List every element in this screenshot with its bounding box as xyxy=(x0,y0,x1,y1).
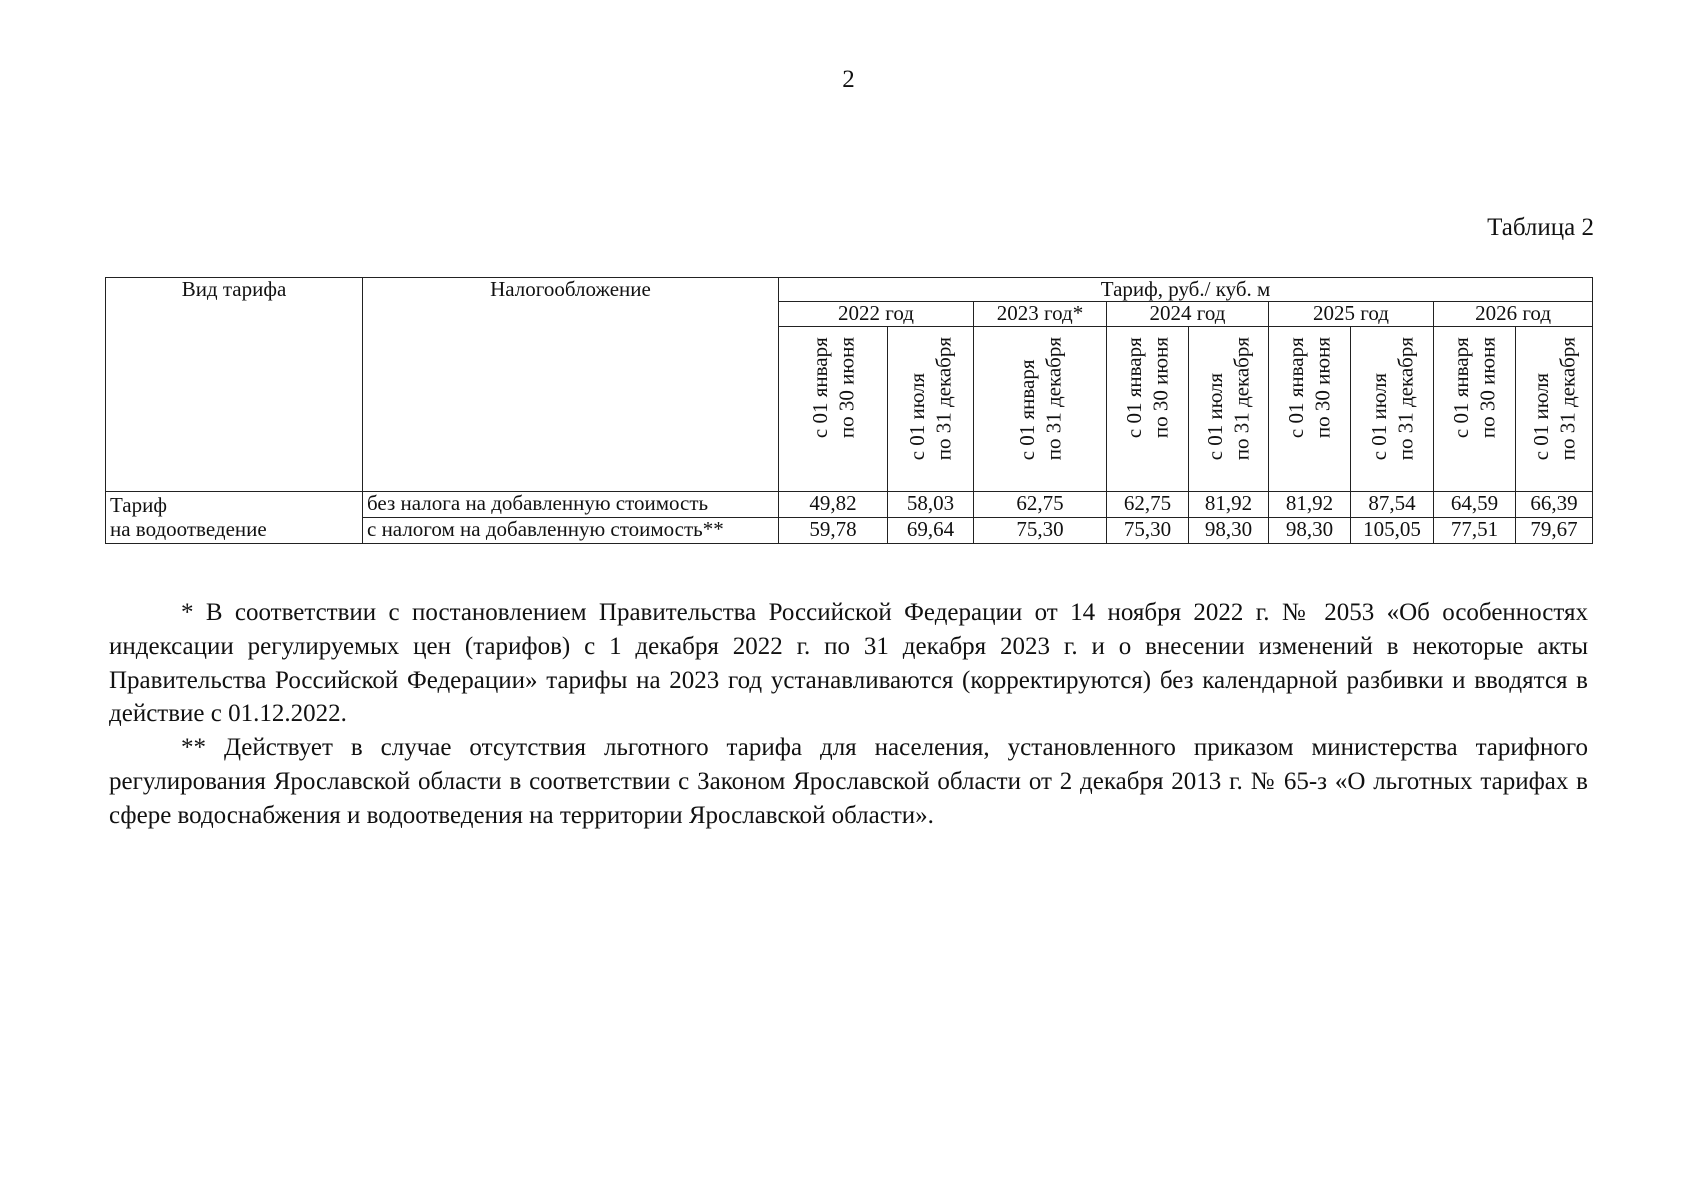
value-cell: 79,67 xyxy=(1516,518,1593,544)
header-tariff-group: Тариф, руб./ куб. м xyxy=(779,278,1593,302)
tariff-table xyxy=(105,277,1593,544)
value-cell: 62,75 xyxy=(974,492,1107,518)
period-header: с 01 июля по 31 декабря xyxy=(1516,327,1593,492)
header-taxation: Налогообложение xyxy=(363,278,779,492)
value-cell: 62,75 xyxy=(1107,492,1189,518)
header-tariff-kind: Вид тарифа xyxy=(106,278,363,492)
year-header: 2023 год* xyxy=(974,302,1107,327)
footnotes xyxy=(109,596,1588,832)
value-cell: 66,39 xyxy=(1516,492,1593,518)
period-header: с 01 января по 30 июня xyxy=(1269,327,1351,492)
value-cell: 87,54 xyxy=(1351,492,1434,518)
year-header: 2024 год xyxy=(1107,302,1269,327)
period-header: с 01 января по 30 июня xyxy=(779,327,888,492)
table-label: Таблица 2 xyxy=(1487,214,1594,241)
value-cell: 69,64 xyxy=(888,518,974,544)
tax-cell: с налогом на добавленную стоимость** xyxy=(363,518,779,544)
value-cell: 105,05 xyxy=(1351,518,1434,544)
value-cell: 75,30 xyxy=(974,518,1107,544)
period-header: с 01 января по 30 июня xyxy=(1434,327,1516,492)
period-header: с 01 июля по 31 декабря xyxy=(888,327,974,492)
value-cell: 49,82 xyxy=(779,492,888,518)
value-cell: 75,30 xyxy=(1107,518,1189,544)
value-cell: 81,92 xyxy=(1189,492,1269,518)
period-header: с 01 июля по 31 декабря xyxy=(1351,327,1434,492)
value-cell: 64,59 xyxy=(1434,492,1516,518)
value-cell: 59,78 xyxy=(779,518,888,544)
period-header: с 01 января по 30 июня xyxy=(1107,327,1189,492)
page-number: 2 xyxy=(842,66,855,93)
value-cell: 98,30 xyxy=(1269,518,1351,544)
table-row xyxy=(106,492,1593,518)
value-cell: 58,03 xyxy=(888,492,974,518)
value-cell: 77,51 xyxy=(1434,518,1516,544)
tax-cell: без налога на добавленную стоимость xyxy=(363,492,779,518)
period-header: с 01 января по 31 декабря xyxy=(974,327,1107,492)
value-cell: 98,30 xyxy=(1189,518,1269,544)
value-cell: 81,92 xyxy=(1269,492,1351,518)
year-header: 2022 год xyxy=(779,302,974,327)
period-header: с 01 июля по 31 декабря xyxy=(1189,327,1269,492)
year-header: 2026 год xyxy=(1434,302,1593,327)
tariff-kind-cell: Тариф на водоотведение xyxy=(106,492,363,544)
footnote: ** Действует в случае отсутствия льготного тарифа для населения, установленного приказом министерства тарифного регулирования Ярославской области в соответствии с Законом Ярославской области от 2 декабря 2013 г. № 65-з «О льготных тарифах в сфере водоснабжения и водоотведения на территории Ярославской области». xyxy=(109,734,1588,829)
year-header: 2025 год xyxy=(1269,302,1434,327)
footnote: * В соответствии с постановлением Правительства Российской Федерации от 14 ноября 2022 г. № 2053 «Об особенностях индексации регулируемых цен (тарифов) с 1 декабря 2022 г. по 31 декабря 2023 г. и о внесении изменений в некоторые акты Правительства Российской Федерации» тарифы на 2023 год устанавливаются (корректируются) без календарной разбивки и вводятся в действие с 01.12.2022. xyxy=(109,599,1588,728)
